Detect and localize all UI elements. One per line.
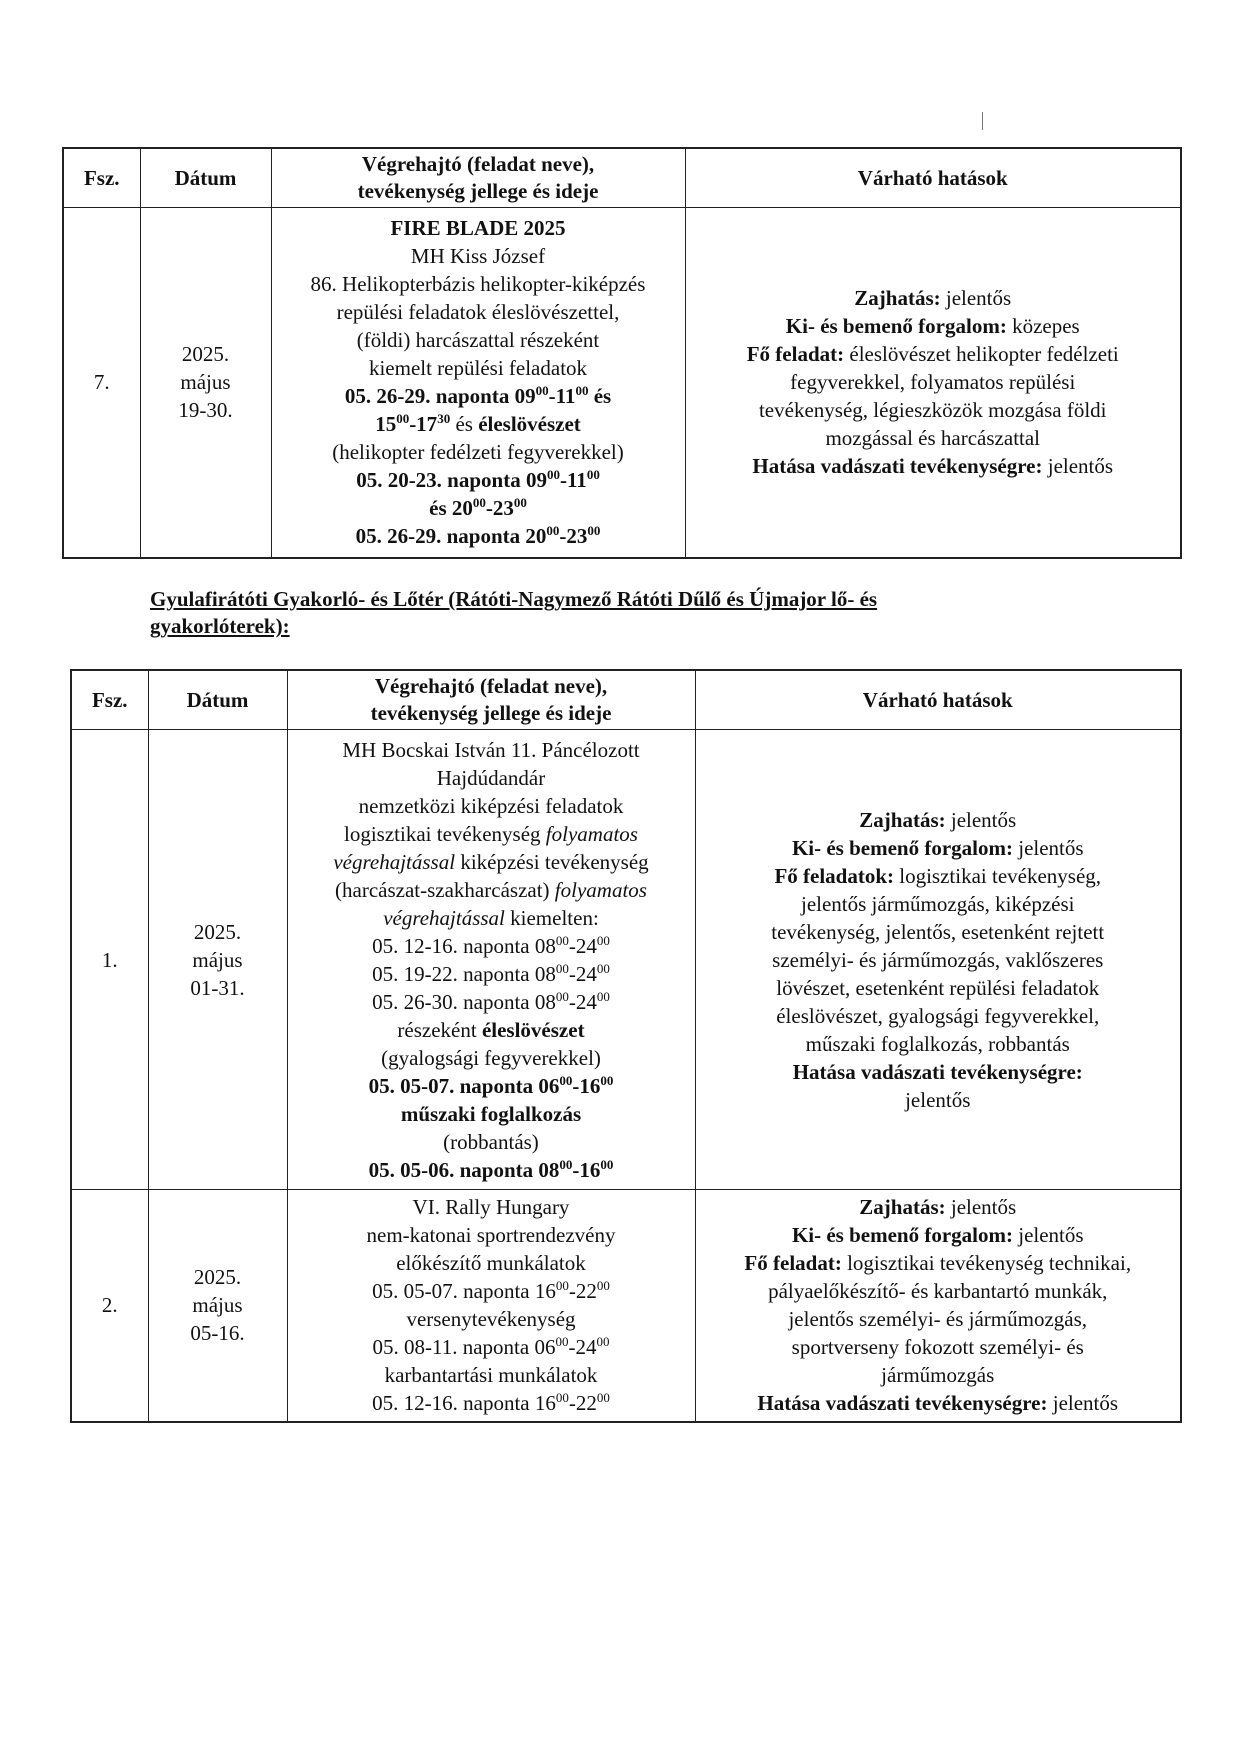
cell-activity: FIRE BLADE 2025 MH Kiss József 86. Helikopterbázis helikopter-kiképzés repülési feladatok éleslövészettel, (földi) harcászattal részeként kiemelt repülési feladatok 05. 26-29. naponta $09^{00}-11^{00}$ és $15^{00}-17^{30}$ és éleslövészet (helikopter fedélzeti fegyverekkel) 05. 20-23. naponta $09^{00}-11^{00}$ és $20^{00}-23^{00}$ 05. 26-29. naponta $20^{00}-23^{00}$ [271, 208, 685, 558]
cell-activity: MH Bocskai István 11. Páncélozott Hajdúdandár nemzetközi kiképzési feladatok logisztikai tevékenység folyamatos végrehajtással kiképzési tevékenység (harcászat-szakharcászat) folyamatos végrehajtással kiemelten: 05. 12-16. naponta $08^{00}-24^{00}$ 05. 19-22. naponta $08^{00}-24^{00}$ 05. 26-30. naponta $08^{00}-24^{00}$ részeként éleslövészet (gyalogsági fegyverekkel) 05. 05-07. naponta $06^{00}-16^{00}$ műszaki foglalkozás (robbantás) 05. 05-06. naponta $08^{00}-16^{00}$ [287, 730, 695, 1190]
header-datum: Dátum [148, 670, 287, 730]
header-vegrehajto: Végrehajtó (feladat neve), tevékenység jellege és ideje [287, 670, 695, 730]
cell-fsz: 7. [63, 208, 140, 558]
table-row [63, 208, 1181, 558]
table-header-row [71, 670, 1181, 730]
header-datum: Dátum [140, 148, 271, 208]
cell-fsz: 2. [71, 1190, 148, 1422]
header-vegrehajto: Végrehajtó (feladat neve), tevékenység jellege és ideje [271, 148, 685, 208]
cell-fsz: 1. [71, 730, 148, 1190]
schedule-table-1 [62, 147, 1182, 559]
schedule-table-2 [70, 669, 1182, 1423]
section-title: Gyulafirátóti Gyakorló- és Lőtér (Rátóti-Nagymező Rátóti Dűlő és Újmajor lő- és gyakorlóterek): [150, 587, 878, 638]
scan-mark [982, 112, 983, 130]
header-fsz: Fsz. [71, 670, 148, 730]
header-hatasok: Várható hatások [685, 148, 1181, 208]
activity-title: FIRE BLADE 2025 [390, 216, 566, 241]
table-row [71, 730, 1181, 1190]
table-header-row [63, 148, 1181, 208]
cell-activity: VI. Rally Hungary nem-katonai sportrendezvény előkészítő munkálatok 05. 05-07. naponta $16^{00}-22^{00}$ versenytevékenység 05. 08-11. naponta $06^{00}-24^{00}$ karbantartási munkálatok 05. 12-16. naponta $16^{00}-22^{00}$ [287, 1190, 695, 1422]
cell-date: 2025. május 19-30. [140, 208, 271, 558]
cell-effects: Zajhatás: jelentős Ki- és bemenő forgalom: jelentős Fő feladatok: logisztikai tevékenység, jelentős járműmozgás, kiképzési tevékenység, jelentős, esetenként rejtett személyi- és járműmozgás, vaklőszeres lövészet, esetenként repülési feladatok éleslövészet, gyalogsági fegyverekkel, műszaki foglalkozás, robbantás Hatása vadászati tevékenységre: jelentős [695, 730, 1181, 1190]
table-row [71, 1190, 1181, 1422]
header-hatasok: Várható hatások [695, 670, 1181, 730]
header-fsz: Fsz. [63, 148, 140, 208]
cell-date: 2025. május 01-31. [148, 730, 287, 1190]
cell-effects: Zajhatás: jelentős Ki- és bemenő forgalom: közepes Fő feladat: éleslövészet helikopter fedélzeti fegyverekkel, folyamatos repülési tevékenység, légieszközök mozgása földi mozgással és harcászattal Hatása vadászati tevékenységre: jelentős [685, 208, 1181, 558]
cell-effects: Zajhatás: jelentős Ki- és bemenő forgalom: jelentős Fő feladat: logisztikai tevékenység technikai, pályaelőkészítő- és karbantartó munkák, jelentős személyi- és járműmozgás, sportverseny fokozott személyi- és járműmozgás Hatása vadászati tevékenységre: jelentős [695, 1190, 1181, 1422]
cell-date: 2025. május 05-16. [148, 1190, 287, 1422]
